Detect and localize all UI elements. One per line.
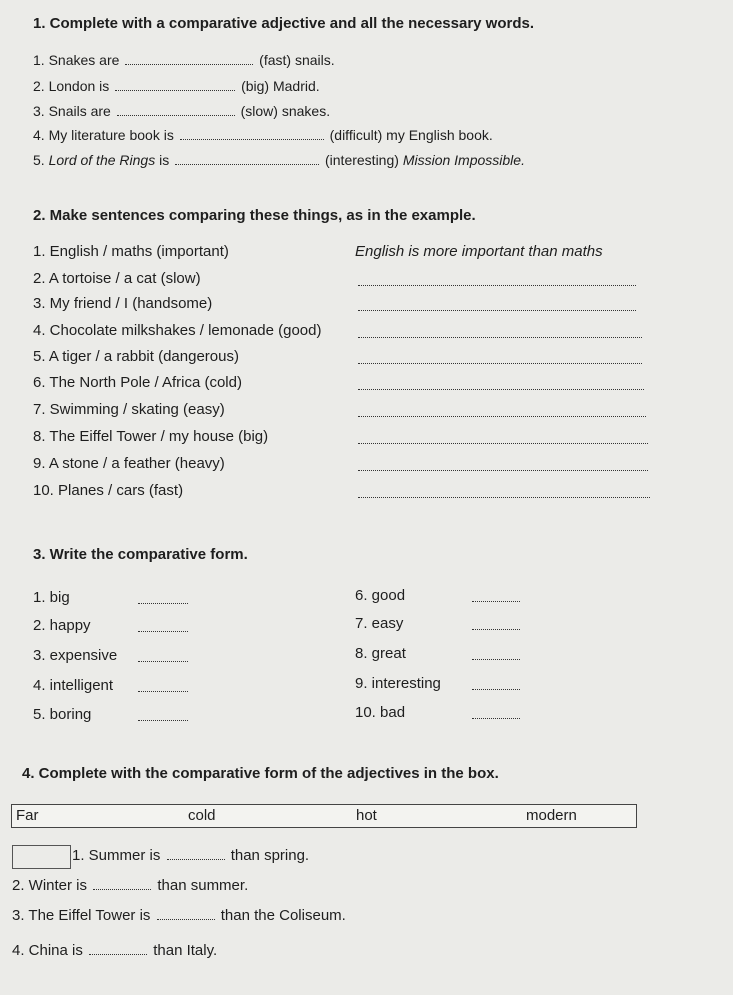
ex3-word-9: 9. interesting bbox=[355, 675, 441, 692]
answer-blank[interactable] bbox=[93, 888, 151, 890]
ex4-item-1: 1. Summer is than spring. bbox=[72, 847, 310, 864]
word-box-item: cold bbox=[188, 807, 216, 824]
word-box-item: hot bbox=[356, 807, 377, 824]
ex3-blank-4[interactable] bbox=[138, 690, 188, 692]
ex2-answer-line-7[interactable] bbox=[358, 415, 646, 417]
exercise-3-heading: 3. Write the comparative form. bbox=[33, 546, 248, 563]
ex2-prompt-4: 4. Chocolate milkshakes / lemonade (good) bbox=[33, 322, 322, 339]
ex2-prompt-7: 7. Swimming / skating (easy) bbox=[33, 401, 225, 418]
ex1-item-1: 1. Snakes are (fast) snails. bbox=[33, 52, 335, 68]
answer-blank[interactable] bbox=[117, 114, 235, 116]
answer-blank[interactable] bbox=[157, 918, 215, 920]
exercise-1-heading: 1. Complete with a comparative adjective and all the necessary words. bbox=[33, 15, 535, 32]
ex1-item-2: 2. London is (big) Madrid. bbox=[33, 78, 320, 94]
ex3-blank-10[interactable] bbox=[472, 717, 520, 719]
ex2-answer-line-8[interactable] bbox=[358, 442, 648, 444]
ex4-item-2: 2. Winter is than summer. bbox=[12, 877, 249, 894]
ex2-prompt-2: 2. A tortoise / a cat (slow) bbox=[33, 270, 201, 287]
ex3-blank-9[interactable] bbox=[472, 688, 520, 690]
ex3-blank-5[interactable] bbox=[138, 719, 188, 721]
ex3-blank-1[interactable] bbox=[138, 602, 188, 604]
ex1-item-4: 4. My literature book is (difficult) my English book. bbox=[33, 127, 493, 143]
ex3-blank-3[interactable] bbox=[138, 660, 188, 662]
ex3-word-5: 5. boring bbox=[33, 706, 92, 723]
ex3-word-6: 6. good bbox=[355, 587, 406, 604]
ex2-prompt-5: 5. A tiger / a rabbit (dangerous) bbox=[33, 348, 239, 365]
ex3-blank-6[interactable] bbox=[472, 600, 520, 602]
ex3-blank-7[interactable] bbox=[472, 628, 520, 630]
ex2-prompt-6: 6. The North Pole / Africa (cold) bbox=[33, 374, 242, 391]
ex2-answer-line-4[interactable] bbox=[358, 336, 642, 338]
ex2-answer-line-5[interactable] bbox=[358, 362, 642, 364]
word-box bbox=[11, 804, 637, 828]
ex3-word-10: 10. bad bbox=[355, 704, 406, 721]
answer-blank[interactable] bbox=[89, 953, 147, 955]
ex3-word-2: 2. happy bbox=[33, 617, 91, 634]
answer-box[interactable] bbox=[12, 845, 71, 869]
ex2-answer-line-6[interactable] bbox=[358, 388, 644, 390]
ex3-word-3: 3. expensive bbox=[33, 647, 118, 664]
answer-blank[interactable] bbox=[167, 858, 225, 860]
ex4-item-3: 3. The Eiffel Tower is than the Coliseum. bbox=[12, 907, 346, 924]
ex2-prompt-3: 3. My friend / I (handsome) bbox=[33, 295, 213, 312]
word-box-item: modern bbox=[526, 807, 577, 824]
word-box-item: Far bbox=[16, 807, 39, 824]
ex2-answer-line-10[interactable] bbox=[358, 496, 650, 498]
answer-blank[interactable] bbox=[115, 89, 235, 91]
ex2-prompt-8: 8. The Eiffel Tower / my house (big) bbox=[33, 428, 269, 445]
answer-blank[interactable] bbox=[180, 138, 324, 140]
ex2-answer-line-9[interactable] bbox=[358, 469, 648, 471]
ex2-prompt-10: 10. Planes / cars (fast) bbox=[33, 482, 184, 499]
ex3-word-8: 8. great bbox=[355, 645, 406, 662]
ex4-item-4: 4. China is than Italy. bbox=[12, 942, 218, 959]
ex1-item-5: 5. Lord of the Rings is (interesting) Mission Impossible. bbox=[33, 152, 525, 168]
ex3-blank-8[interactable] bbox=[472, 658, 520, 660]
ex2-answer-line-3[interactable] bbox=[358, 309, 636, 311]
ex2-prompt-1: 1. English / maths (important) bbox=[33, 243, 229, 260]
ex3-word-7: 7. easy bbox=[355, 615, 404, 632]
ex2-example-answer: English is more important than maths bbox=[355, 243, 603, 260]
ex1-item-3: 3. Snails are (slow) snakes. bbox=[33, 103, 331, 119]
answer-blank[interactable] bbox=[175, 163, 319, 165]
ex3-word-4: 4. intelligent bbox=[33, 677, 114, 694]
exercise-2-heading: 2. Make sentences comparing these things, as in the example. bbox=[33, 207, 476, 224]
exercise-4-heading: 4. Complete with the comparative form of the adjectives in the box. bbox=[22, 765, 499, 782]
answer-blank[interactable] bbox=[125, 63, 253, 65]
ex2-answer-line-2[interactable] bbox=[358, 284, 636, 286]
ex2-prompt-9: 9. A stone / a feather (heavy) bbox=[33, 455, 225, 472]
ex3-blank-2[interactable] bbox=[138, 630, 188, 632]
ex3-word-1: 1. big bbox=[33, 589, 70, 606]
